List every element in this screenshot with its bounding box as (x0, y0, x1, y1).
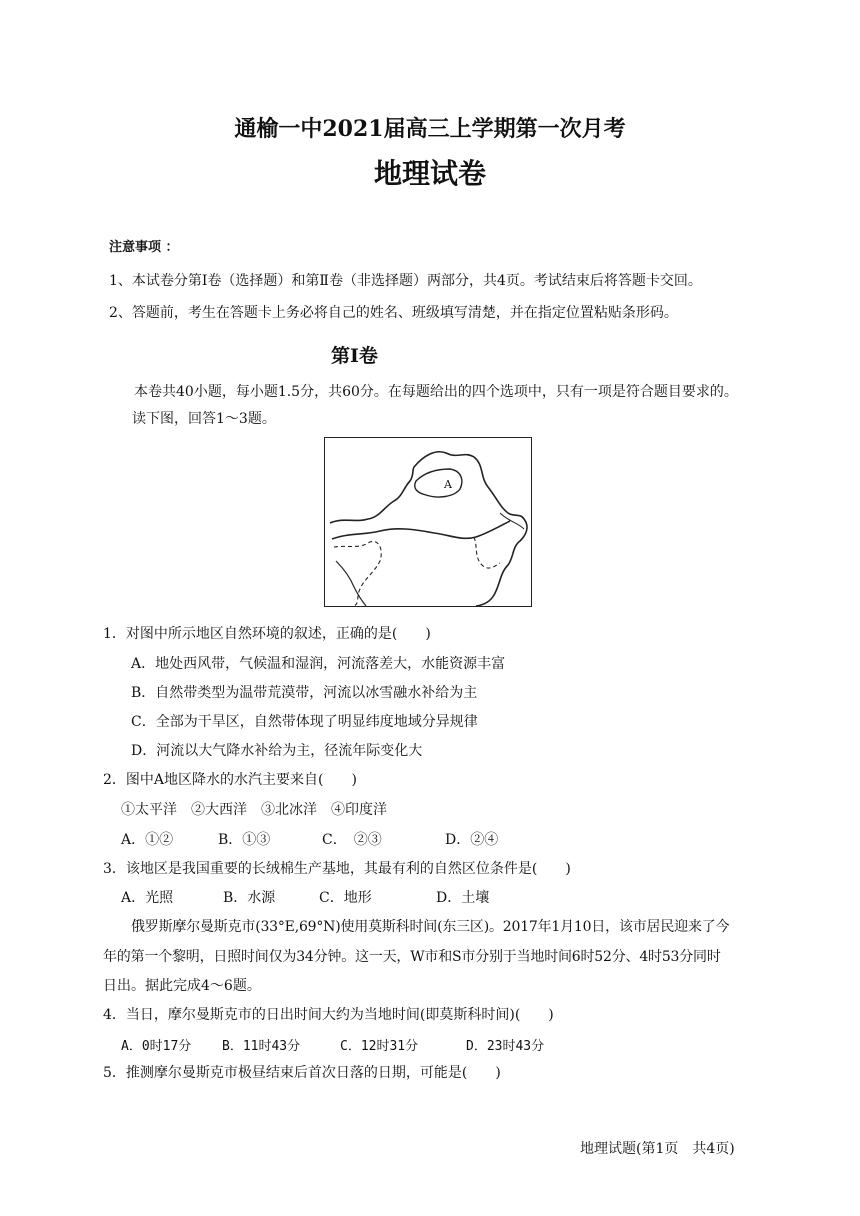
q1-option-b: B．自然带类型为温带荒漠带，河流以冰雪融水补给为主 (131, 685, 478, 701)
q2-stem: 2．图中A地区降水的水汽主要来自( ) (103, 772, 357, 788)
notice-item-1: 1、本试卷分第Ⅰ卷（选择题）和第Ⅱ卷（非选择题）两部分，共4页。考试结束后将答题卡交回。 (109, 273, 702, 289)
subject-title: 地理试卷 (373, 157, 486, 190)
q1-option-d: D．河流以大气降水补给为主，径流年际变化大 (131, 743, 423, 759)
q3-option-d: D．土壤 (436, 890, 490, 906)
map-label-a: A (444, 478, 452, 491)
passage-line-2: 年的第一个黎明，日照时间仅为34分钟。这一天，W市和S市分别于当地时间6时52分、4时53分同时 (103, 949, 721, 965)
q1-stem: 1．对图中所示地区自然环境的叙述，正确的是( ) (103, 626, 431, 642)
region-map (324, 437, 532, 607)
passage-line-3: 日出。据此完成4～6题。 (103, 978, 261, 994)
q3-option-a: A．光照 (121, 890, 174, 906)
q4-option-c: C．12时31分 (340, 1039, 419, 1054)
map-prompt: 读下图，回答1～3题。 (132, 411, 276, 427)
q2-choices: ①太平洋 ②大西洋 ③北冰洋 ④印度洋 (121, 802, 387, 818)
section-title: 第Ⅰ卷 (331, 345, 378, 367)
q2-option-b: B．①③ (218, 832, 271, 848)
passage-line-1: 俄罗斯摩尔曼斯克市(33°E,69°N)使用莫斯科时间(东三区)。2017年1月10日，该市居民迎来了今 (131, 919, 730, 935)
exam-title: 通榆一中2021届高三上学期第一次月考 (234, 116, 626, 142)
q2-option-d: D．②④ (445, 832, 499, 848)
q2-option-c: C． ②③ (322, 832, 382, 848)
q4-option-d: D．23时43分 (466, 1039, 545, 1054)
q3-option-b: B．水源 (223, 890, 276, 906)
notice-item-2: 2、答题前，考生在答题卡上务必将自己的姓名、班级填写清楚，并在指定位置粘贴条形码。 (109, 305, 678, 321)
page-footer: 地理试题(第1页 共4页) (580, 1141, 735, 1157)
q3-option-c: C．地形 (319, 890, 372, 906)
q5-stem: 5．推测摩尔曼斯克市极昼结束后首次日落的日期，可能是( ) (103, 1065, 501, 1081)
section-intro: 本卷共40小题，每小题1.5分，共60分。在每题给出的四个选项中，只有一项是符合题目要求的。 (134, 384, 738, 400)
q4-stem: 4．当日，摩尔曼斯克市的日出时间大约为当地时间(即莫斯科时间)( ) (103, 1007, 554, 1023)
q2-option-a: A．①② (121, 832, 174, 848)
notice-heading: 注意事项 ： (109, 240, 179, 255)
q1-option-c: C．全部为干旱区，自然带体现了明显纬度地域分异规律 (131, 714, 478, 730)
q1-option-a: A．地处西风带，气候温和湿润，河流落差大，水能资源丰富 (131, 656, 506, 672)
q3-stem: 3．该地区是我国重要的长绒棉生产基地，其最有利的自然区位条件是( ) (103, 861, 571, 877)
q4-option-a: A．0时17分 (121, 1039, 192, 1054)
q4-option-b: B．11时43分 (222, 1039, 301, 1054)
